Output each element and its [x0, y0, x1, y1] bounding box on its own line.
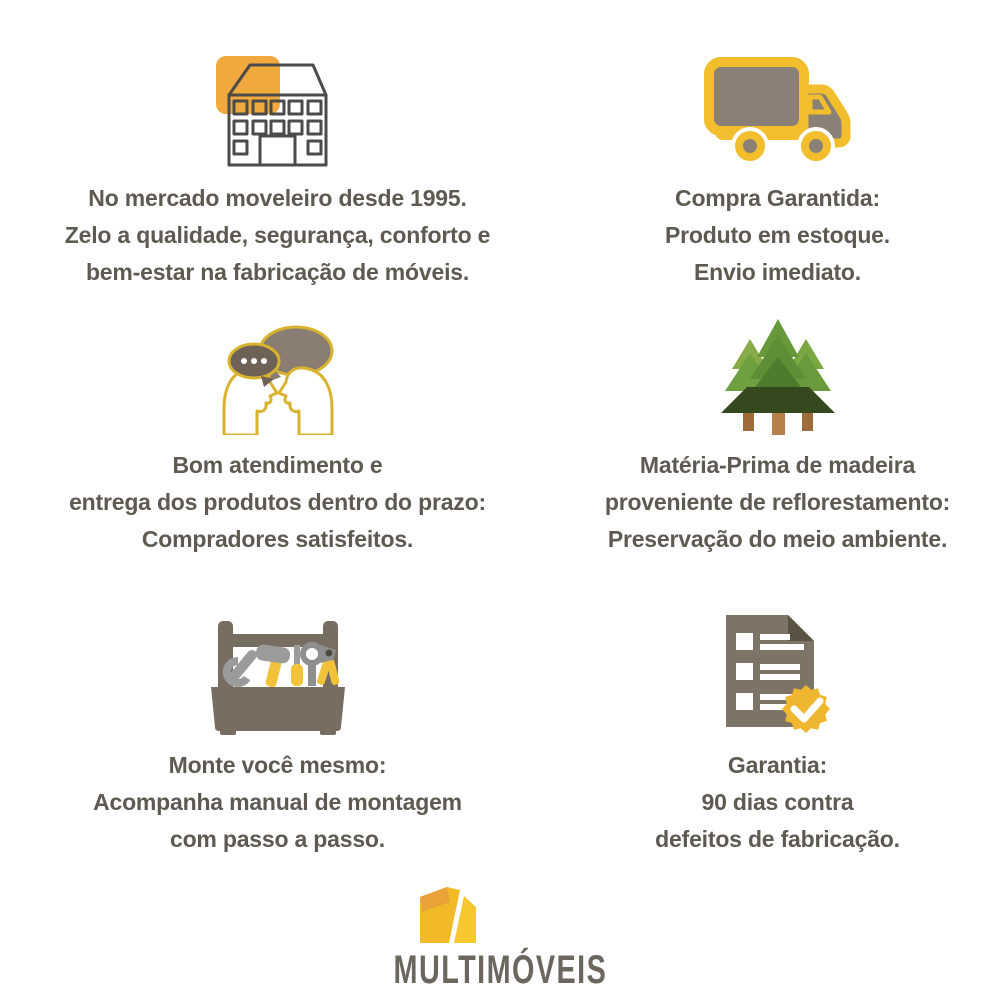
feature-warranty-text — [655, 747, 900, 858]
feature-line: Produto em estoque. — [665, 222, 890, 248]
warranty-checklist-icon — [722, 613, 834, 735]
feature-service-text — [69, 447, 486, 558]
feature-line: proveniente de reflorestamento: — [604, 489, 951, 515]
feature-line: com passo a passo. — [169, 826, 385, 852]
delivery-truck-icon — [703, 46, 853, 168]
factory-building-icon — [216, 46, 340, 168]
feature-line: Matéria-Prima de madeira — [639, 452, 916, 478]
feature-warranty — [555, 575, 1000, 865]
toolbox-icon — [208, 613, 348, 735]
feature-wood-text — [605, 447, 950, 558]
feature-shipping — [555, 0, 1000, 295]
feature-line: Compra Garantida: — [675, 185, 880, 211]
feature-line: Acompanha manual de montagem — [93, 789, 462, 815]
feature-line: defeitos de fabricação. — [655, 826, 900, 852]
feature-line: Bom atendimento e — [172, 452, 383, 478]
feature-line: bem-estar na fabricação de móveis. — [85, 259, 470, 285]
feature-line: Envio imediato. — [694, 259, 861, 285]
feature-line: 90 dias contra — [701, 789, 854, 815]
feature-line: Compradores satisfeitos. — [141, 526, 414, 552]
brand-footer — [0, 865, 1000, 1000]
feature-factory — [0, 0, 555, 295]
feature-line: Garantia: — [727, 752, 828, 778]
feature-assembly-text — [93, 747, 462, 858]
feature-line: Zelo a qualidade, segurança, conforto e — [64, 222, 491, 248]
customer-chat-heads-icon — [216, 313, 340, 435]
feature-service — [0, 295, 555, 575]
feature-line: Monte você mesmo: — [168, 752, 387, 778]
feature-line: Preservação do meio ambiente. — [607, 526, 948, 552]
feature-line: No mercado moveleiro desde 1995. — [88, 185, 467, 211]
feature-line: entrega dos produtos dentro do prazo: — [69, 489, 486, 515]
pine-trees-icon — [713, 313, 843, 435]
feature-factory-text — [65, 180, 490, 291]
feature-wood — [555, 295, 1000, 575]
multimoveis-logo-mark — [420, 887, 484, 948]
brand-logo-text: MULTIMÓVEIS — [393, 948, 607, 992]
feature-shipping-text — [665, 180, 890, 291]
feature-assembly — [0, 575, 555, 865]
